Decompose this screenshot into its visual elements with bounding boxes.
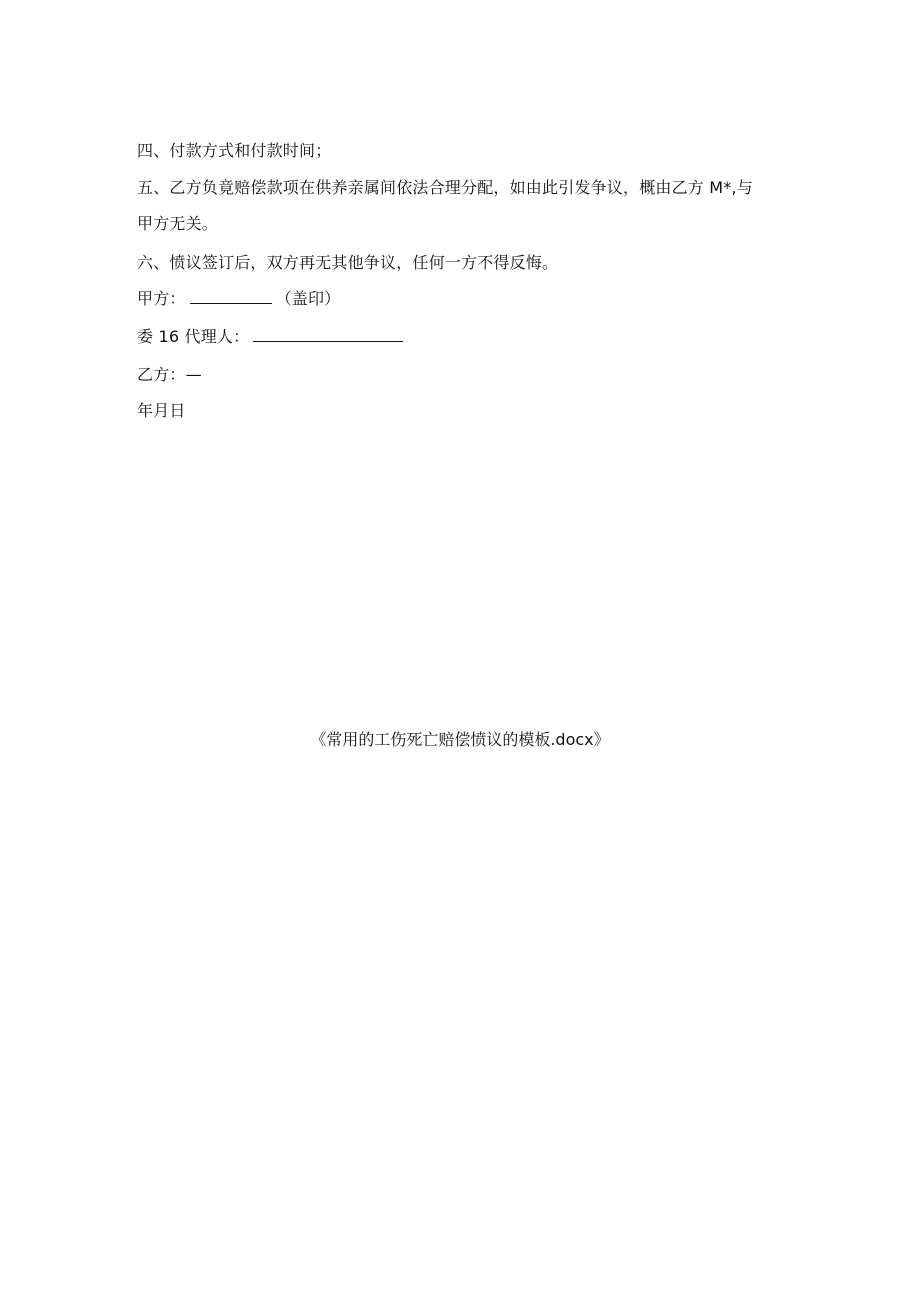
party-a-label: 甲方：	[137, 289, 186, 308]
clause-compensation-distribution-continued: 甲方无关。	[137, 214, 219, 233]
party-a-blank	[190, 289, 272, 304]
clause-no-further-dispute: 六、愤议签订后，双方再无其他争议，任何一方不得反悔。	[137, 253, 559, 272]
agent-label: 委 16 代理人：	[137, 327, 250, 346]
clause-payment-method: 四、付款方式和付款时间；	[137, 141, 332, 160]
date-line: 年月日	[137, 401, 186, 420]
party-a-signature-line	[137, 289, 340, 309]
party-a-seal-note: （盖印）	[275, 289, 341, 308]
document-file-title: 《常用的工伤死亡赔偿愤议的模板.docx》	[310, 730, 610, 749]
party-b-signature-line: 乙方：—	[137, 365, 202, 384]
agent-blank	[253, 327, 403, 342]
clause-compensation-distribution: 五、乙方负竟赔偿款项在供养亲属间依法合理分配，如由此引发争议，概由乙方 M*,与	[137, 178, 753, 197]
agent-signature-line	[137, 327, 407, 347]
